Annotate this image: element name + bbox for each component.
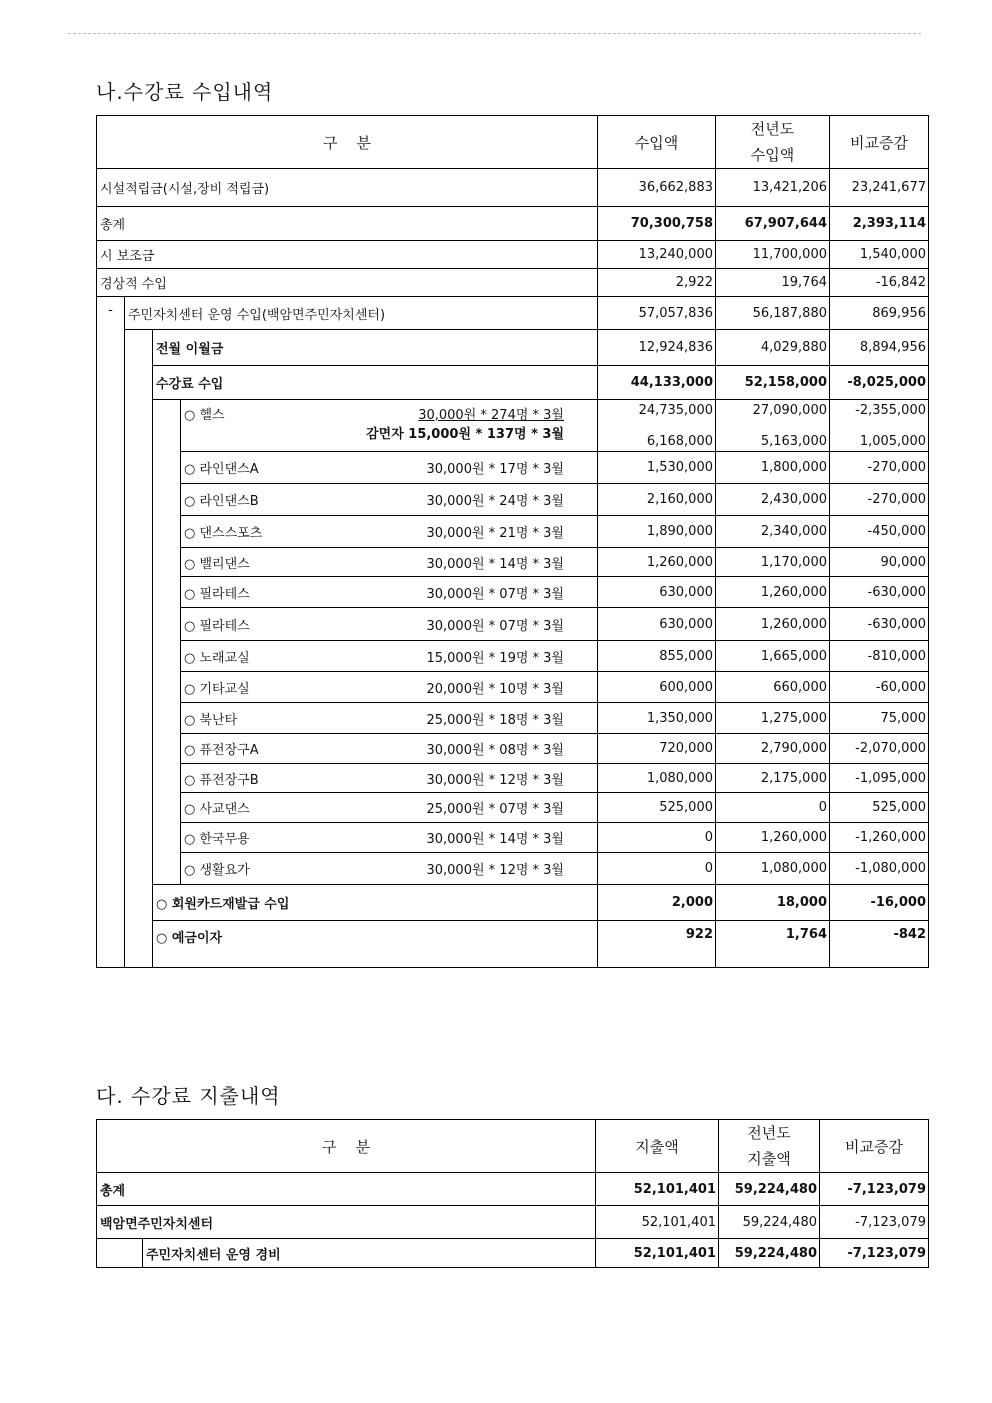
header-income: 수입액 — [598, 116, 716, 169]
expense-header-expense: 지출액 — [596, 1120, 719, 1173]
course-diff: -1,260,000 — [830, 823, 929, 853]
course-formula: 30,000원 * 21명 * 3월 — [426, 526, 564, 541]
expense-ops-diff: -7,123,079 — [820, 1239, 929, 1268]
course-income: 1,890,000 — [598, 516, 716, 548]
card-label: ○ 회원카드재발급 수입 — [153, 885, 598, 921]
course-name: ○ 퓨전장구B — [184, 772, 259, 788]
course-formula: 30,000원 * 12명 * 3월 — [426, 772, 564, 788]
course-row — [97, 452, 929, 484]
expense-header-category: 구 분 — [97, 1120, 596, 1173]
center-diff: 869,956 — [830, 297, 929, 330]
course-name: ○ 밸리댄스 — [184, 556, 250, 572]
row-total — [97, 207, 929, 241]
course-formula: 20,000원 * 10명 * 3월 — [426, 681, 564, 697]
course-row — [97, 672, 929, 703]
course-income: 1,350,000 — [598, 703, 716, 734]
expense-total-value: 52,101,401 — [596, 1173, 719, 1206]
course-prev: 1,260,000 — [716, 823, 830, 853]
row-tuition — [97, 366, 929, 400]
expense-center-prev: 59,224,480 — [719, 1206, 820, 1239]
total-label: 총계 — [97, 207, 598, 241]
course-row — [97, 484, 929, 516]
course-row — [97, 823, 929, 853]
course-income: 2,160,000 — [598, 484, 716, 516]
mid-indent-cell — [125, 330, 153, 968]
course-income: 1,260,000 — [598, 548, 716, 577]
facility-diff: 23,241,677 — [830, 169, 929, 207]
course-income: 855,000 — [598, 641, 716, 672]
row-health — [97, 400, 929, 452]
course-formula: 30,000원 * 08명 * 3월 — [426, 743, 564, 758]
row-interest — [97, 921, 929, 968]
course-row — [97, 608, 929, 641]
expense-header-row — [97, 1120, 929, 1173]
expense-table — [96, 1119, 929, 1268]
course-diff: -60,000 — [830, 672, 929, 703]
expense-total-prev: 59,224,480 — [719, 1173, 820, 1206]
expense-ops-label: 주민자치센터 운영 경비 — [143, 1239, 596, 1268]
recurring-label: 경상적 수입 — [97, 269, 598, 297]
subsidy-prev: 11,700,000 — [716, 241, 830, 269]
center-prev: 56,187,880 — [716, 297, 830, 330]
course-income: 525,000 — [598, 793, 716, 823]
course-diff: -270,000 — [830, 452, 929, 484]
row-facility — [97, 169, 929, 207]
income-table — [96, 115, 929, 968]
row-center-income — [97, 297, 929, 330]
course-income: 0 — [598, 823, 716, 853]
facility-income: 36,662,883 — [598, 169, 716, 207]
course-diff: 75,000 — [830, 703, 929, 734]
course-formula: 30,000원 * 17명 * 3월 — [426, 462, 564, 477]
course-prev: 1,170,000 — [716, 548, 830, 577]
course-diff: 525,000 — [830, 793, 929, 823]
total-income: 70,300,758 — [598, 207, 716, 241]
expense-row-ops — [97, 1239, 929, 1268]
expense-ops-value: 52,101,401 — [596, 1239, 719, 1268]
facility-label: 시설적립금(시설,장비 적립금) — [97, 169, 598, 207]
center-income: 57,057,836 — [598, 297, 716, 330]
course-name: ○ 필라테스 — [184, 586, 250, 602]
course-row — [97, 548, 929, 577]
recurring-income: 2,922 — [598, 269, 716, 297]
tuition-diff: -8,025,000 — [830, 366, 929, 400]
course-row — [97, 577, 929, 608]
course-name: ○ 퓨전장구A — [184, 743, 259, 758]
course-row — [97, 641, 929, 672]
row-card — [97, 885, 929, 921]
course-formula: 30,000원 * 14명 * 3월 — [426, 832, 564, 847]
course-prev: 2,790,000 — [716, 734, 830, 764]
course-formula: 30,000원 * 07명 * 3월 — [426, 586, 564, 602]
course-diff: -1,095,000 — [830, 764, 929, 793]
course-row — [97, 516, 929, 548]
facility-prev: 13,421,206 — [716, 169, 830, 207]
total-prev: 67,907,644 — [716, 207, 830, 241]
health-cell — [181, 400, 598, 452]
health-income: 24,735,000 6,168,000 — [598, 400, 716, 452]
header-category: 구 분 — [97, 116, 598, 169]
course-income: 630,000 — [598, 608, 716, 641]
income-section-title: 나.수강료 수입내역 — [96, 80, 274, 104]
course-name: ○ 한국무용 — [184, 832, 250, 847]
course-name: ○ 생활요가 — [184, 863, 250, 878]
card-prev: 18,000 — [716, 885, 830, 921]
card-income: 2,000 — [598, 885, 716, 921]
course-prev: 2,175,000 — [716, 764, 830, 793]
expense-center-label: 백암면주민자치센터 — [97, 1206, 596, 1239]
course-income: 1,080,000 — [598, 764, 716, 793]
expense-total-diff: -7,123,079 — [820, 1173, 929, 1206]
course-diff: -810,000 — [830, 641, 929, 672]
course-formula: 30,000원 * 12명 * 3월 — [426, 863, 564, 878]
page-top-rule — [68, 33, 921, 34]
course-income: 630,000 — [598, 577, 716, 608]
header-diff: 비교증감 — [830, 116, 929, 169]
health-formula-reduced: 감면자 15,000원 * 137명 * 3월 — [366, 427, 564, 442]
course-name: ○ 라인댄스B — [184, 494, 259, 509]
course-diff: -270,000 — [830, 484, 929, 516]
expense-row-total — [97, 1173, 929, 1206]
expense-total-label: 총계 — [97, 1173, 596, 1206]
course-formula: 25,000원 * 07명 * 3월 — [426, 802, 564, 817]
subsidy-diff: 1,540,000 — [830, 241, 929, 269]
center-label: 주민자치센터 운영 수입(백암면주민자치센터) — [125, 297, 598, 330]
interest-diff: -842 — [830, 921, 929, 968]
course-prev: 660,000 — [716, 672, 830, 703]
total-diff: 2,393,114 — [830, 207, 929, 241]
health-prev: 27,090,000 5,163,000 — [716, 400, 830, 452]
interest-prev: 1,764 — [716, 921, 830, 968]
health-diff: -2,355,000 1,005,000 — [830, 400, 929, 452]
course-prev: 1,260,000 — [716, 577, 830, 608]
course-diff: -1,080,000 — [830, 853, 929, 885]
course-row — [97, 793, 929, 823]
carryover-income: 12,924,836 — [598, 330, 716, 366]
expense-indent-cell — [97, 1239, 143, 1268]
interest-income: 922 — [598, 921, 716, 968]
course-name: ○ 사교댄스 — [184, 802, 250, 817]
row-carryover — [97, 330, 929, 366]
course-row — [97, 853, 929, 885]
expense-center-value: 52,101,401 — [596, 1206, 719, 1239]
course-prev: 1,665,000 — [716, 641, 830, 672]
course-name: ○ 북난타 — [184, 712, 238, 728]
recurring-prev: 19,764 — [716, 269, 830, 297]
course-name: ○ 필라테스 — [184, 618, 250, 634]
tuition-income: 44,133,000 — [598, 366, 716, 400]
card-diff: -16,000 — [830, 885, 929, 921]
course-diff: -450,000 — [830, 516, 929, 548]
tuition-prev: 52,158,000 — [716, 366, 830, 400]
course-row — [97, 703, 929, 734]
course-prev: 1,260,000 — [716, 608, 830, 641]
carryover-diff: 8,894,956 — [830, 330, 929, 366]
income-header-row — [97, 116, 929, 169]
course-name: ○ 노래교실 — [184, 650, 250, 666]
dash-mark: - — [108, 303, 113, 318]
course-indent-cell — [153, 400, 181, 885]
health-name: ○ 헬스 — [184, 408, 225, 423]
course-diff: -2,070,000 — [830, 734, 929, 764]
expense-ops-prev: 59,224,480 — [719, 1239, 820, 1268]
course-prev: 2,430,000 — [716, 484, 830, 516]
expense-section-title: 다. 수강료 지출내역 — [96, 1084, 281, 1108]
course-name: ○ 라인댄스A — [184, 462, 259, 477]
course-income: 0 — [598, 853, 716, 885]
course-prev: 2,340,000 — [716, 516, 830, 548]
recurring-diff: -16,842 — [830, 269, 929, 297]
course-formula: 30,000원 * 24명 * 3월 — [426, 494, 564, 509]
course-prev: 1,080,000 — [716, 853, 830, 885]
course-income: 600,000 — [598, 672, 716, 703]
course-formula: 25,000원 * 18명 * 3월 — [426, 712, 564, 728]
outer-indent-cell — [97, 297, 125, 968]
course-prev: 1,275,000 — [716, 703, 830, 734]
course-diff: -630,000 — [830, 608, 929, 641]
interest-label: ○ 예금이자 — [153, 921, 598, 968]
expense-header-prev: 전년도 지출액 — [719, 1120, 820, 1173]
subsidy-label: 시 보조금 — [97, 241, 598, 269]
carryover-label: 전월 이월금 — [153, 330, 598, 366]
course-formula: 30,000원 * 14명 * 3월 — [426, 556, 564, 572]
course-row — [97, 734, 929, 764]
course-income: 1,530,000 — [598, 452, 716, 484]
expense-center-diff: -7,123,079 — [820, 1206, 929, 1239]
course-name: ○ 기타교실 — [184, 681, 250, 697]
course-row — [97, 764, 929, 793]
tuition-label: 수강료 수입 — [153, 366, 598, 400]
row-subsidy — [97, 241, 929, 269]
course-income: 720,000 — [598, 734, 716, 764]
health-formula: 30,000원 * 274명 * 3월 — [418, 408, 564, 423]
course-diff: 90,000 — [830, 548, 929, 577]
course-prev: 0 — [716, 793, 830, 823]
row-recurring — [97, 269, 929, 297]
course-formula: 30,000원 * 07명 * 3월 — [426, 618, 564, 634]
course-diff: -630,000 — [830, 577, 929, 608]
carryover-prev: 4,029,880 — [716, 330, 830, 366]
course-formula: 15,000원 * 19명 * 3월 — [426, 650, 564, 666]
subsidy-income: 13,240,000 — [598, 241, 716, 269]
header-prev-income: 전년도 수입액 — [716, 116, 830, 169]
expense-header-diff: 비교증감 — [820, 1120, 929, 1173]
course-prev: 1,800,000 — [716, 452, 830, 484]
course-name: ○ 댄스스포츠 — [184, 526, 263, 541]
expense-row-center — [97, 1206, 929, 1239]
